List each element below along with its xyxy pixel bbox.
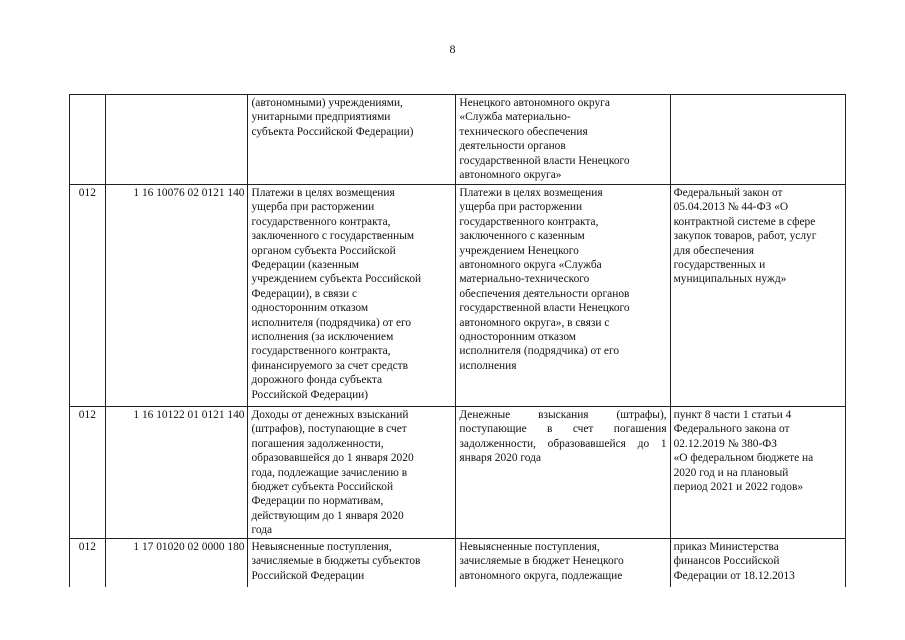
income-name-cell — [248, 407, 456, 539]
admin-code-cell: 012 — [70, 539, 106, 587]
cell-text-line: муниципальных нужд» — [673, 273, 787, 286]
cell-text-line: государственных и — [673, 259, 766, 272]
cell-text-line: государственной власти Ненецкого — [459, 154, 630, 167]
table-row — [70, 95, 846, 185]
cell-text-line: Федерального закона от — [673, 423, 790, 436]
legal-basis-cell — [670, 407, 845, 539]
cell-text-line: автономного округа, подлежащие — [459, 569, 623, 582]
cell-text-line: закупок товаров, работ, услуг — [673, 230, 817, 243]
table-row — [70, 185, 846, 407]
cell-text-line: действующим до 1 января 2020 — [251, 509, 404, 522]
cell-text-line: Ненецкого автономного округа — [459, 97, 610, 109]
cell-text-line: деятельности органов — [459, 140, 566, 153]
cell-text-line: автономного округа «Служба — [459, 259, 602, 272]
cell-text-line: Российской Федерации — [251, 569, 365, 582]
cell-text-line: Невыясненные поступления, — [251, 541, 392, 553]
admin-code-cell: 012 — [70, 185, 106, 407]
cell-text-line: исполнителя (подрядчика) от его — [251, 316, 412, 329]
cell-text-line: обеспечения деятельности органов — [459, 287, 630, 300]
cell-text-line: Российской Федерации) — [251, 388, 369, 401]
cell-text-line: автономного округа», в связи с — [459, 316, 610, 329]
cell-text-line: государственного контракта, — [459, 215, 599, 228]
cell-text-line: Федерации по нормативам, — [251, 495, 384, 508]
cell-text-line: государственного контракта, — [251, 345, 391, 358]
cell-text-line: Федеральный закон от — [673, 187, 783, 199]
cell-text-line: 2020 год и на плановый — [673, 466, 789, 479]
cell-text-line: заключенного с государственным — [251, 230, 415, 243]
cell-text-line: односторонним отказом — [251, 302, 369, 315]
regional-income-name-cell — [456, 539, 670, 587]
cell-text-line: пункт 8 части 1 статьи 4 — [673, 409, 792, 421]
budget-classification-code-cell: 1 16 10076 02 0121 140 — [105, 185, 248, 407]
admin-code-cell — [70, 95, 106, 185]
cell-text-line: учреждением субъекта Российской — [251, 273, 422, 286]
cell-text-line: период 2021 и 2022 годов» — [673, 481, 804, 494]
table-row — [70, 539, 846, 587]
cell-text-line: «О федеральном бюджете на — [673, 452, 814, 465]
regional-income-name-cell: Денежные взыскания (штрафы), поступающие в счет погашения задолженности, образовавшейся до 1 января 2020 года — [456, 407, 670, 539]
cell-text-line: исполнителя (подрядчика) от его — [459, 345, 620, 358]
cell-text-line: односторонним отказом — [459, 331, 576, 344]
cell-text-line: технического обеспечения — [459, 125, 588, 138]
income-name-cell — [248, 539, 456, 587]
budget-classification-code-cell: 1 17 01020 02 0000 180 — [105, 539, 248, 587]
cell-text-line: ущерба при расторжении — [251, 201, 375, 214]
cell-text-line: приказ Министерства — [673, 541, 779, 553]
cell-text-line: субъекта Российской Федерации) — [251, 125, 414, 138]
cell-text-line: (автономными) учреждениями, — [251, 97, 403, 109]
regional-income-name-cell — [456, 95, 670, 185]
cell-text-line: года, подлежащие зачислению в — [251, 466, 408, 479]
cell-text-line: финансов Российской — [673, 555, 780, 568]
cell-text-line: зачисляемые в бюджет Ненецкого — [459, 555, 624, 568]
cell-text-line: органом субъекта Российской — [251, 244, 396, 257]
revenue-classification-table — [69, 94, 846, 587]
budget-classification-code-cell: 1 16 10122 01 0121 140 — [105, 407, 248, 539]
cell-text-line: материально-технического — [459, 273, 590, 286]
cell-text-line: для обеспечения — [673, 244, 754, 257]
cell-text-line: исполнения — [459, 359, 517, 372]
admin-code-cell: 012 — [70, 407, 106, 539]
cell-text-line: бюджет субъекта Российской — [251, 481, 394, 494]
cell-text-line: Федерации), в связи с — [251, 287, 358, 300]
cell-text-line: государственного контракта, — [251, 215, 391, 228]
cell-text-line: унитарными предприятиями — [251, 111, 391, 124]
cell-text-line: погашения задолженности, — [251, 437, 384, 450]
legal-basis-cell — [670, 95, 845, 185]
cell-text-line: 02.12.2019 № 380-ФЗ — [673, 437, 777, 450]
cell-text-line: Невыясненные поступления, — [459, 541, 600, 553]
cell-text-line: автономного округа» — [459, 169, 562, 182]
table-row — [70, 407, 846, 539]
cell-text-line: Федерации от 18.12.2013 — [673, 569, 795, 582]
page-number: 8 — [449, 42, 456, 56]
cell-text-line: заключенного с казенным — [459, 230, 585, 243]
income-name-cell — [248, 95, 456, 185]
cell-text-line: ущерба при расторжении — [459, 201, 583, 214]
cell-text-line: 05.04.2013 № 44-ФЗ «О — [673, 201, 789, 214]
legal-basis-cell — [670, 539, 845, 587]
cell-text-line: зачисляемые в бюджеты субъектов — [251, 555, 421, 568]
budget-classification-code-cell — [105, 95, 248, 185]
cell-text-line: Платежи в целях возмещения — [459, 187, 603, 199]
income-name-cell — [248, 185, 456, 407]
cell-text-line: года — [251, 524, 273, 537]
cell-text-line: учреждением Ненецкого — [459, 244, 579, 257]
legal-basis-cell — [670, 185, 845, 407]
cell-text-line: исполнения (за исключением — [251, 331, 394, 344]
cell-text-line: Федерации (казенным — [251, 259, 359, 272]
cell-text-line: государственной власти Ненецкого — [459, 302, 630, 315]
cell-text-line: Доходы от денежных взысканий — [251, 409, 409, 421]
cell-text-line: контрактной системе в сфере — [673, 215, 816, 228]
cell-text-line: Платежи в целях возмещения — [251, 187, 395, 199]
cell-text-line: финансируемого за счет средств — [251, 359, 409, 372]
cell-text-line: образовавшейся до 1 января 2020 — [251, 452, 414, 465]
cell-text-line: дорожного фонда субъекта — [251, 374, 383, 387]
cell-text-line: (штрафов), поступающие в счет — [251, 423, 407, 436]
cell-text-line: «Служба материально- — [459, 111, 571, 124]
regional-income-name-cell — [456, 185, 670, 407]
